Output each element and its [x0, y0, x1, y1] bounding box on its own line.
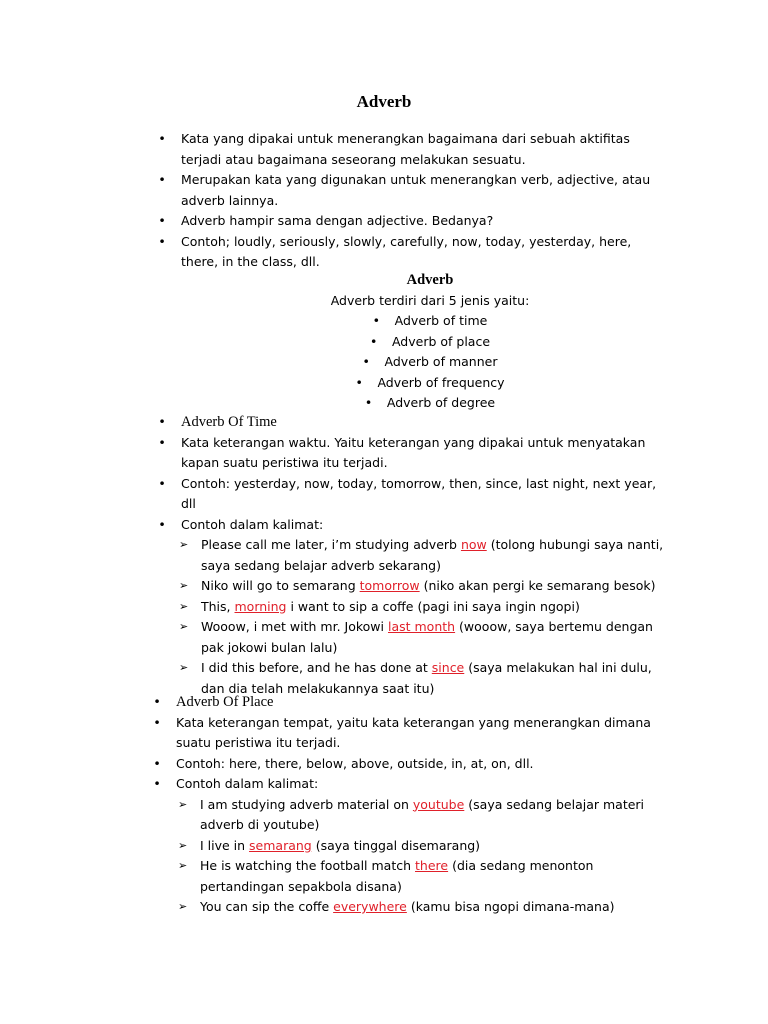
time-section: [155, 412, 665, 699]
section-heading: • Adverb Of Time: [155, 412, 665, 433]
arrow-bullet-icon: ➢: [179, 538, 189, 551]
types-intro: Adverb terdiri dari 5 jenis yaitu:: [330, 292, 530, 308]
sentence-item: ➢ Please call me later, i’m studying adverb now (tolong hubungi saya nanti, saya sedang belajar adverb sekarang): [179, 537, 664, 573]
bullet-icon: •: [153, 755, 161, 771]
bullet-icon: •: [355, 374, 363, 390]
list-item: • Adverb of frequency: [130, 373, 730, 394]
list-item: • Contoh dalam kalimat:: [150, 774, 660, 795]
list-item: • Kata keterangan tempat, yaitu kata keterangan yang menerangkan dimana suatu peristiwa itu terjadi.: [150, 713, 660, 754]
arrow-bullet-icon: ➢: [179, 579, 189, 592]
bullet-icon: •: [158, 414, 166, 429]
sentence-item: ➢ This, morning i want to sip a coffe (pagi ini saya ingin ngopi): [179, 597, 665, 618]
list-item: • Adverb of degree: [130, 393, 730, 414]
arrow-bullet-icon: ➢: [178, 859, 188, 872]
list-item: • Contoh: here, there, below, above, outside, in, at, on, dll.: [150, 754, 660, 775]
bullet-icon: •: [153, 776, 161, 791]
bullet-icon: •: [372, 313, 381, 328]
arrow-bullet-icon: ➢: [178, 797, 188, 811]
sentence-item: ➢ I did this before, and he has done at since (saya melakukan hal ini dulu, dan dia telah melakukannya saat itu): [179, 660, 652, 696]
list-item: • Kata keterangan waktu. Yaitu keterangan yang dipakai untuk menyatakan kapan suatu peristiwa itu terjadi.: [155, 433, 665, 474]
bullet-icon: •: [153, 714, 161, 730]
sentence-item: ➢ You can sip the coffe everywhere (kamu bisa ngopi dimana-mana): [178, 897, 660, 918]
place-section: [150, 692, 660, 918]
arrow-bullet-icon: ➢: [178, 900, 188, 913]
bullet-icon: •: [369, 333, 378, 349]
bullet-icon: •: [158, 131, 166, 146]
arrow-bullet-icon: ➢: [179, 661, 189, 674]
bullet-icon: •: [158, 233, 166, 249]
bullet-icon: •: [158, 213, 166, 228]
list-item: • Contoh dalam kalimat:: [155, 515, 665, 536]
types-block: [130, 270, 730, 414]
list-item: • Adverb of place: [130, 332, 730, 353]
bullet-icon: •: [158, 172, 166, 187]
page-title: Adverb: [356, 92, 412, 111]
section-heading: • Adverb Of Place: [150, 692, 660, 713]
sentence-item: ➢ I am studying adverb material on youtube (saya sedang belajar materi adverb di youtube): [178, 796, 645, 832]
sentence-item: ➢ Wooow, i met with mr. Jokowi last month (wooow, saya bertemu dengan pak jokowi bulan lalu): [179, 619, 653, 655]
arrow-bullet-icon: ➢: [179, 620, 189, 633]
list-item: • Adverb of time: [130, 311, 730, 332]
list-item: • Kata yang dipakai untuk menerangkan bagaimana dari sebuah aktifitas terjadi atau bagaimana seseorang melakukan sesuatu.: [155, 129, 655, 170]
sentence-item: ➢ I live in semarang (saya tinggal disemarang): [178, 836, 660, 857]
time-sentences: [155, 535, 665, 699]
place-sentences: [150, 795, 660, 918]
types-heading: Adverb: [406, 272, 454, 288]
list-item: • Adverb of manner: [130, 352, 730, 373]
bullet-icon: •: [158, 475, 166, 491]
list-item: • Contoh; loudly, seriously, slowly, carefully, now, today, yesterday, here, there, in the class, dll.: [155, 232, 655, 273]
bullet-icon: •: [362, 354, 370, 369]
arrow-bullet-icon: ➢: [179, 599, 189, 613]
list-item: • Contoh: yesterday, now, today, tomorrow, then, since, last night, next year, dll: [155, 474, 665, 515]
list-item: • Merupakan kata yang digunakan untuk menerangkan verb, adjective, atau adverb lainnya.: [155, 170, 655, 211]
bullet-icon: •: [158, 434, 166, 450]
sentence-item: ➢ He is watching the football match there (dia sedang menonton pertandingan sepakbola disana): [178, 858, 594, 894]
bullet-icon: •: [153, 694, 161, 709]
arrow-bullet-icon: ➢: [178, 838, 188, 852]
bullet-icon: •: [364, 395, 373, 410]
intro-list: [155, 129, 655, 273]
bullet-icon: •: [158, 516, 166, 532]
list-item: • Adverb hampir sama dengan adjective. Bedanya?: [155, 211, 655, 232]
sentence-item: ➢ Niko will go to semarang tomorrow (niko akan pergi ke semarang besok): [179, 576, 665, 597]
